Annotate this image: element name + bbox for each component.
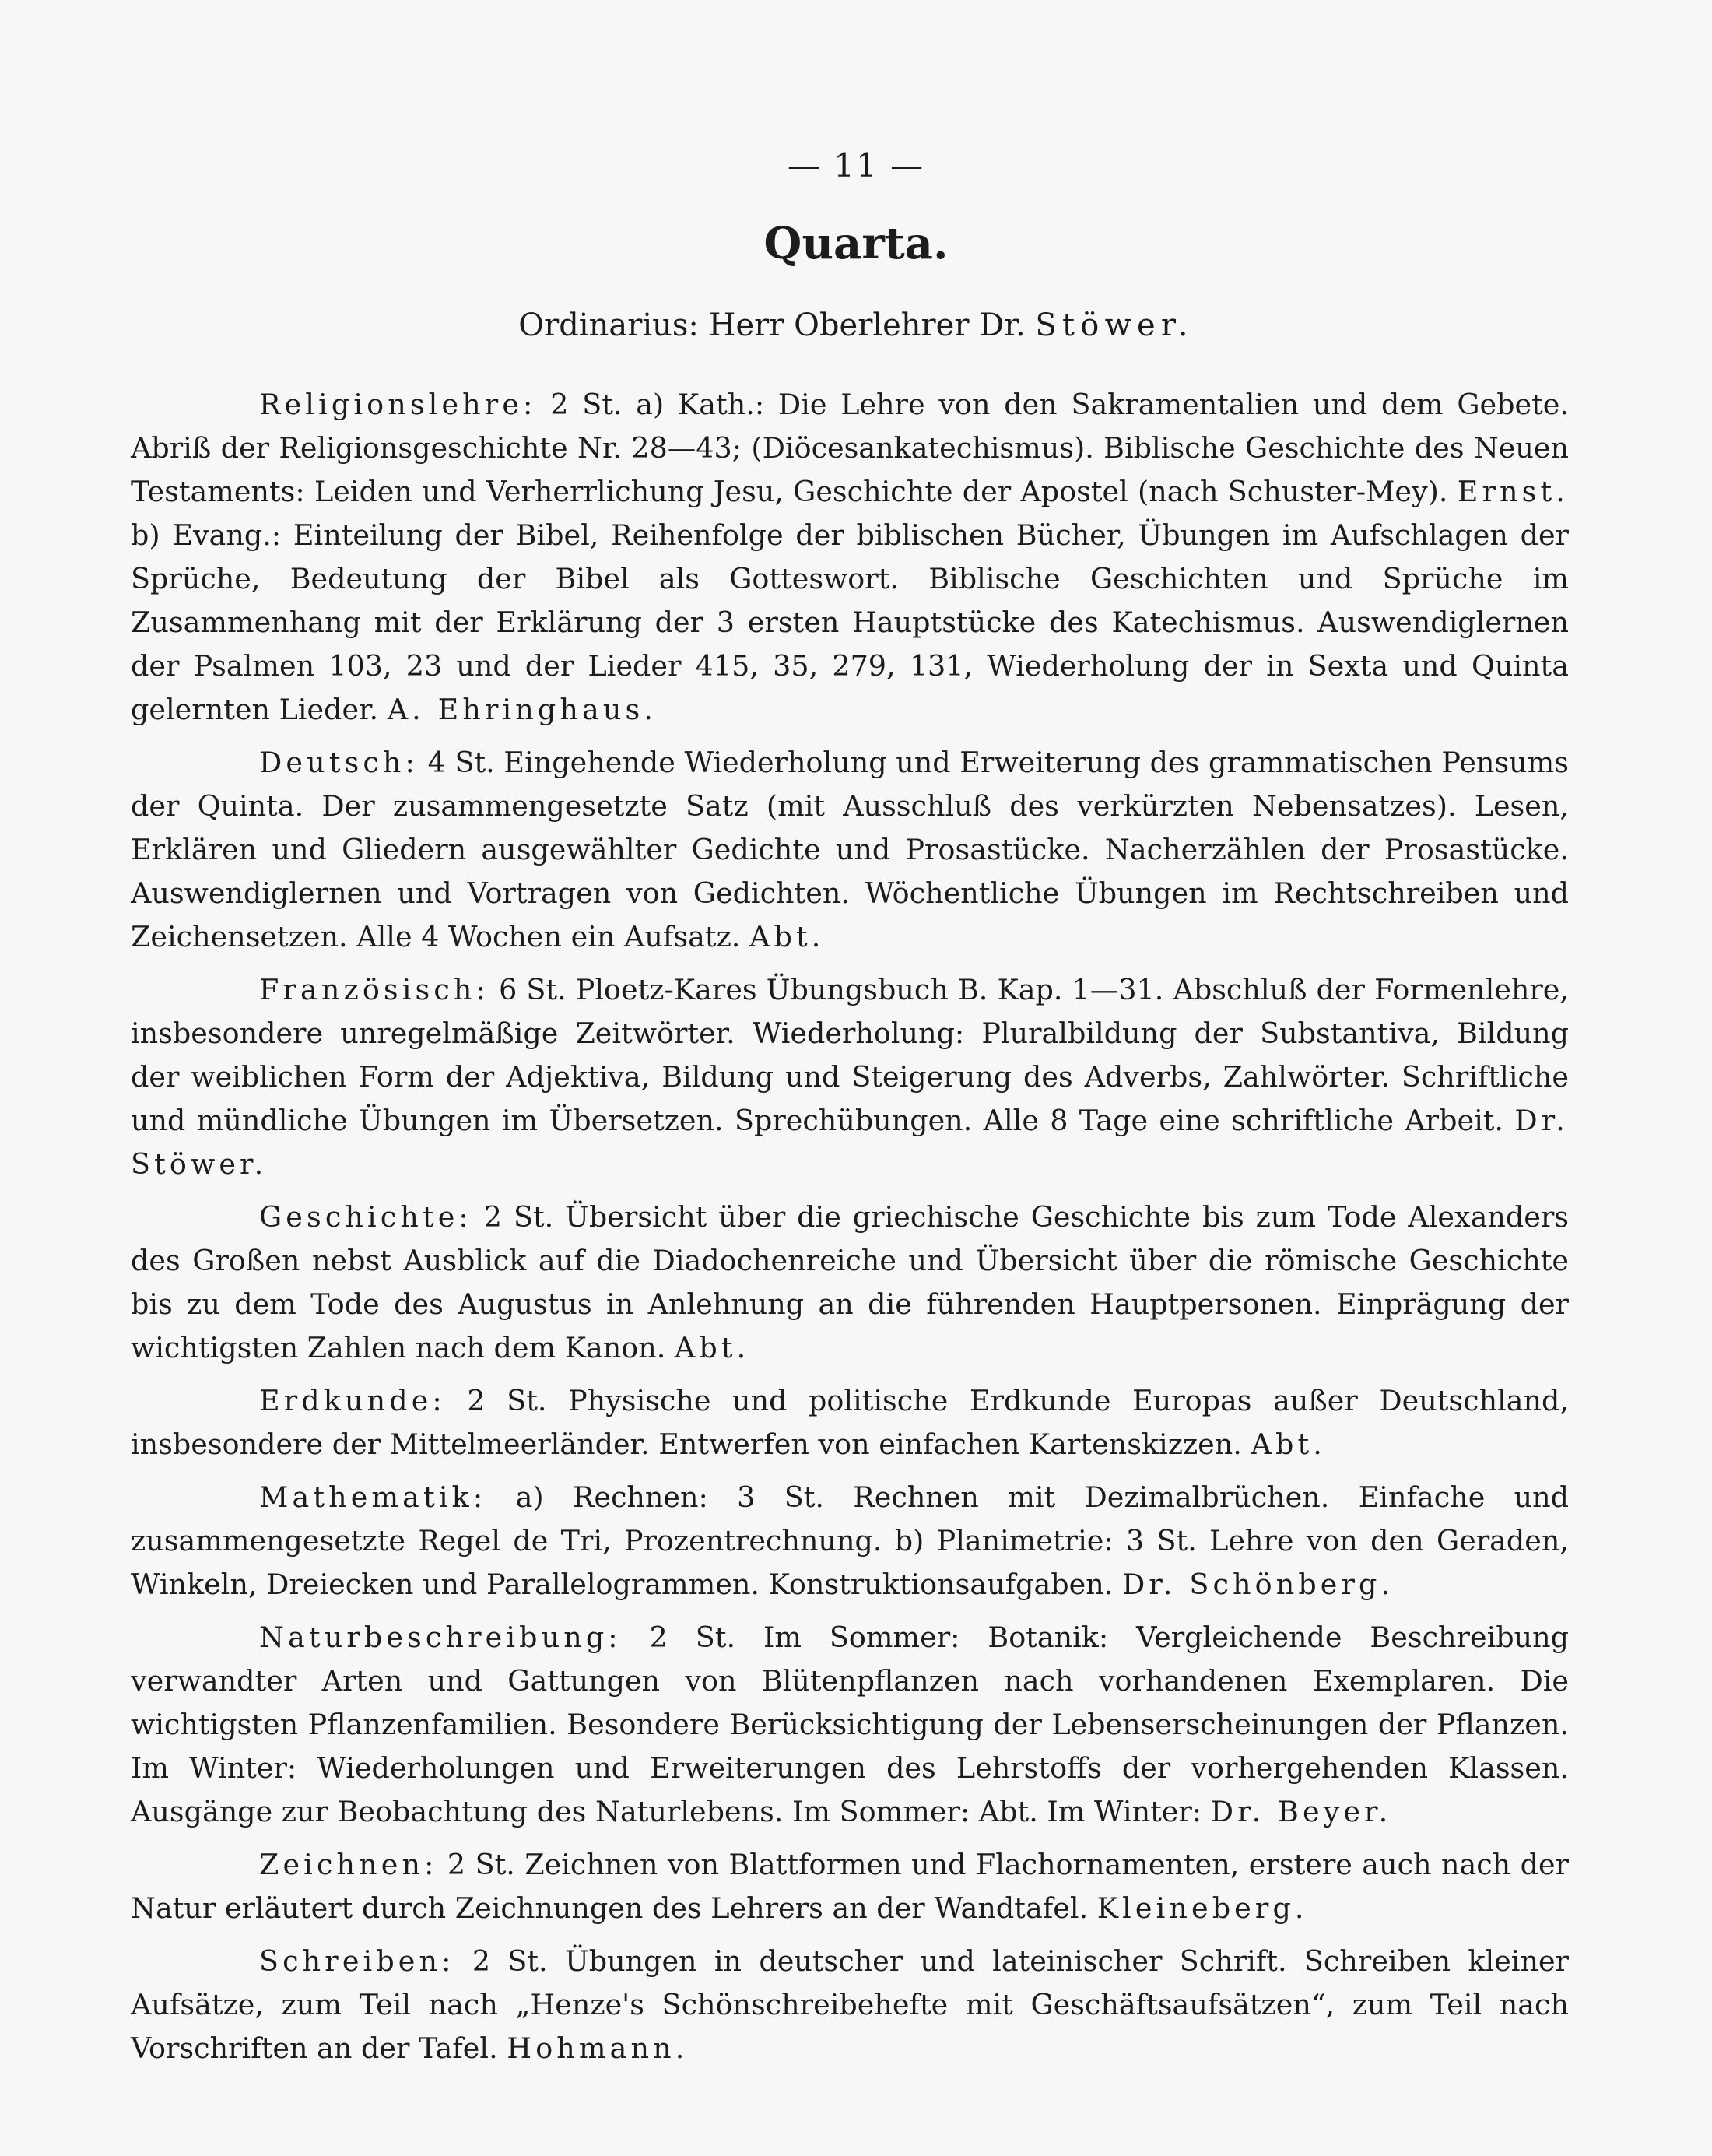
section-text: 2 St. Zeichnen von Blattformen und Flachornamenten, erstere auch nach der Natur erläutert durch Zeichnungen des Lehrers an der Wandtafel. <box>131 1848 1569 1925</box>
ordinarius-teacher: Stöwer. <box>1035 307 1194 343</box>
section-text: 2 St. a) Kath.: Die Lehre von den Sakramentalien und dem Gebete. Abriß der Religionsgeschichte Nr. 28—43; (Diöcesankatechismus). Biblische Geschichte des Neuen Testaments: Leiden und Verherrlichung Jesu, Geschichte der Apostel (nach Schuster-Mey). <box>131 388 1569 508</box>
section-heading: Religionslehre: <box>259 388 537 421</box>
section-naturbeschreibung <box>131 1616 1569 1834</box>
section-teacher: Dr. Schönberg. <box>1121 1568 1395 1601</box>
ordinarius-label: Ordinarius: <box>518 307 699 343</box>
curriculum-body <box>131 383 1569 2080</box>
section-teacher: Abt. <box>749 920 825 953</box>
section-teacher: Ernst. <box>1457 475 1569 508</box>
section-geschichte <box>131 1196 1569 1370</box>
section-heading: Naturbeschreibung: <box>259 1621 622 1654</box>
section-teacher: Dr. Stöwer. <box>131 1104 1569 1181</box>
section-erdkunde <box>131 1379 1569 1466</box>
section-text: 2 St. Physische und politische Erdkunde Europas außer Deutschland, insbesondere der Mittelmeerländer. Entwerfen von einfachen Kartenskizzen. <box>131 1384 1569 1461</box>
section-teacher-2: A. Ehringhaus. <box>387 693 658 726</box>
section-heading: Schreiben: <box>259 1944 455 1978</box>
section-text: a) Rechnen: 3 St. Rechnen mit Dezimalbrüchen. Einfache und zusammengesetzte Regel de Tri, Prozentrechnung. b) Planimetrie: 3 St. Lehre von den Geraden, Winkeln, Dreiecken und Parallelogrammen. Konstruktionsaufgaben. <box>131 1480 1569 1601</box>
section-heading: Mathematik: <box>259 1480 487 1514</box>
section-text: 4 St. Eingehende Wiederholung und Erweiterung des grammatischen Pensums der Quinta. Der zusammengesetzte Satz (mit Ausschluß des verkürzten Nebensatzes). Lesen, Erklären und Gliedern ausgewählter Gedichte und Prosastücke. Nacherzählen der Prosastücke. Auswendiglernen und Vortragen von Gedichten. Wöchentliche Übungen im Rechtschreiben und Zeichensetzen. Alle 4 Wochen ein Aufsatz. <box>131 746 1569 953</box>
ordinarius-name: Herr Oberlehrer Dr. <box>708 307 1026 343</box>
ordinarius-line <box>0 307 1712 343</box>
section-text: 2 St. Im Sommer: Botanik: Vergleichende Beschreibung verwandter Arten und Gattungen von Blütenpflanzen nach vorhandenen Exemplaren. Die wichtigsten Pflanzenfamilien. Besondere Berücksichtigung der Lebenserscheinungen der Pflanzen. Im Winter: Wiederholungen und Erweiterungen des Lehrstoffs der vorhergehenden Klassen. Ausgänge zur Beobachtung des Naturlebens. Im Sommer: Abt. Im Winter: <box>131 1621 1569 1828</box>
section-schreiben <box>131 1940 1569 2070</box>
section-teacher: Kleineberg. <box>1096 1891 1308 1925</box>
section-religion <box>131 383 1569 732</box>
section-heading: Erdkunde: <box>259 1384 446 1417</box>
section-text: 2 St. Übungen in deutscher und lateinischer Schrift. Schreiben kleiner Aufsätze, zum Teil nach „Henze's Schönschreibehefte mit Geschäftsaufsätzen“, zum Teil nach Vorschriften an der Tafel. <box>131 1944 1569 2065</box>
section-teacher: Abt. <box>1251 1427 1326 1461</box>
section-heading: Geschichte: <box>259 1200 472 1234</box>
section-heading: Zeichnen: <box>259 1848 438 1881</box>
section-teacher: Abt. <box>674 1331 750 1364</box>
page-number: — 11 — <box>787 146 925 184</box>
section-teacher: Dr. Beyer. <box>1210 1795 1392 1828</box>
section-mathematik <box>131 1476 1569 1606</box>
section-text: 6 St. Ploetz-Kares Übungsbuch B. Kap. 1—31. Abschluß der Formenlehre, insbesondere unregelmäßige Zeitwörter. Wiederholung: Pluralbildung der Substantiva, Bildung der weiblichen Form der Adjektiva, Bildung und Steigerung des Adverbs, Zahlwörter. Schriftliche und mündliche Übungen im Übersetzen. Sprechübungen. Alle 8 Tage eine schriftliche Arbeit. <box>131 973 1569 1137</box>
section-franzoesisch <box>131 968 1569 1186</box>
section-text: 2 St. Übersicht über die griechische Geschichte bis zum Tode Alexanders des Großen nebst Ausblick auf die Diadochenreiche und Übersicht über die römische Geschichte bis zu dem Tode des Augustus in Anlehnung an die führenden Hauptpersonen. Einprägung der wichtigsten Zahlen nach dem Kanon. <box>131 1200 1569 1364</box>
section-heading: Deutsch: <box>259 746 419 779</box>
section-teacher: Hohmann. <box>507 2031 689 2065</box>
section-heading: Französisch: <box>259 973 489 1006</box>
page-title: Quarta. <box>763 218 949 269</box>
section-deutsch <box>131 741 1569 959</box>
section-zeichnen <box>131 1843 1569 1930</box>
section-text-2: b) Evang.: Einteilung der Bibel, Reihenfolge der biblischen Bücher, Übungen im Aufschlagen der Sprüche, Bedeutung der Bibel als Gotteswort. Biblische Geschichten und Sprüche im Zusammenhang mit der Erklärung der 3 ersten Hauptstücke des Katechismus. Auswendiglernen der Psalmen 103, 23 und der Lieder 415, 35, 279, 131, Wiederholung der in Sexta und Quinta gelernten Lieder. <box>131 518 1569 726</box>
